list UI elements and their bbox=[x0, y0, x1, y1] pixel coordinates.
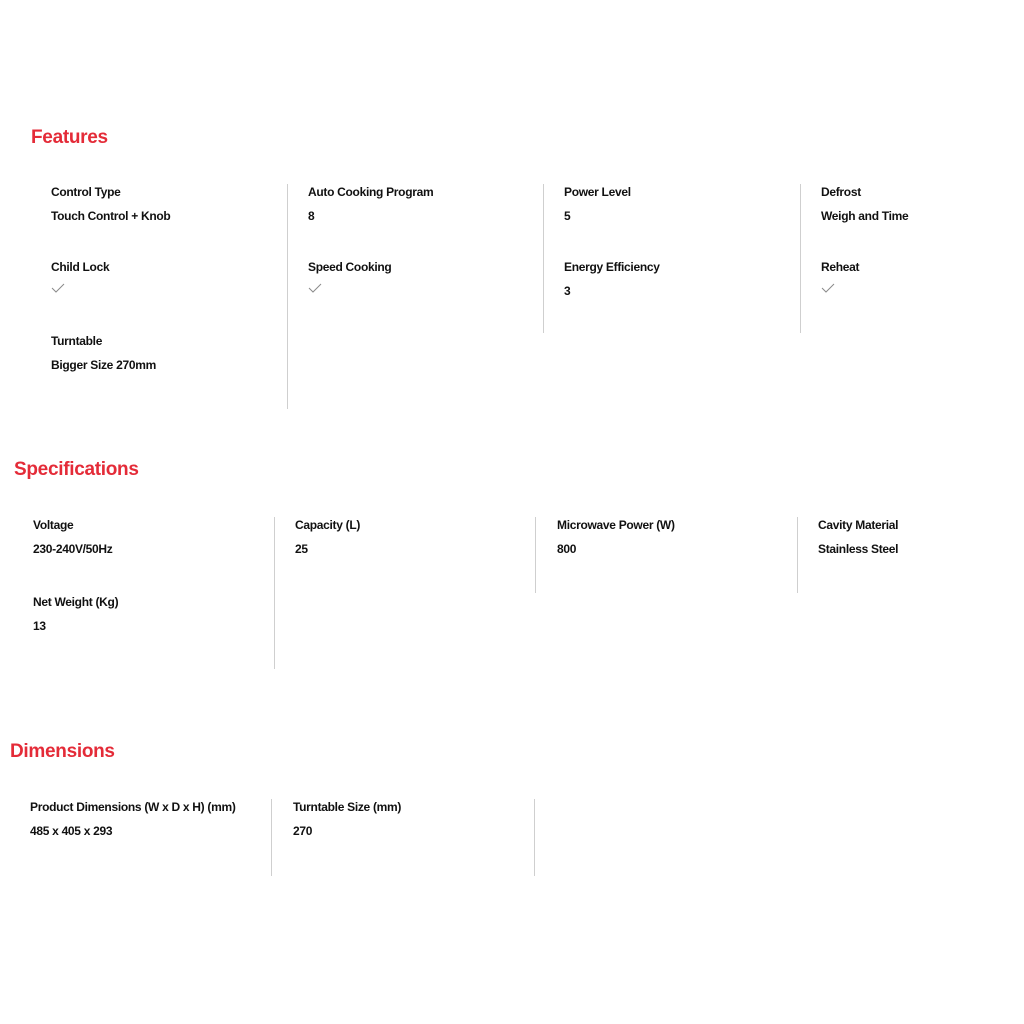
spec-label: Net Weight (Kg) bbox=[33, 595, 119, 609]
spec-label: Cavity Material bbox=[818, 518, 899, 532]
feature-child-lock bbox=[51, 260, 286, 294]
feature-label: Defrost bbox=[821, 185, 861, 199]
feature-value: 5 bbox=[564, 209, 571, 223]
check-icon bbox=[821, 282, 835, 294]
feature-control-type bbox=[51, 185, 286, 224]
check-icon bbox=[308, 282, 322, 294]
feature-value: Bigger Size 270mm bbox=[51, 358, 156, 372]
feature-reheat bbox=[821, 260, 1024, 294]
check-icon bbox=[51, 282, 65, 294]
dimensions-heading: Dimensions bbox=[10, 741, 115, 762]
divider bbox=[543, 184, 544, 333]
specifications-heading: Specifications bbox=[14, 459, 139, 480]
features-heading: Features bbox=[31, 127, 108, 148]
spec-cavity-material bbox=[818, 518, 1024, 557]
divider bbox=[800, 184, 801, 333]
feature-value: 8 bbox=[308, 209, 315, 223]
spec-voltage bbox=[33, 518, 268, 557]
divider bbox=[274, 517, 275, 669]
spec-value: 13 bbox=[33, 619, 46, 633]
feature-label: Child Lock bbox=[51, 260, 110, 274]
feature-label: Speed Cooking bbox=[308, 260, 392, 274]
feature-value: Touch Control + Knob bbox=[51, 209, 171, 223]
spec-microwave-power bbox=[557, 518, 792, 557]
spec-label: Capacity (L) bbox=[295, 518, 361, 532]
divider bbox=[535, 517, 536, 593]
spec-net-weight bbox=[33, 595, 268, 634]
dim-product-dimensions bbox=[30, 800, 265, 839]
feature-speed-cooking bbox=[308, 260, 543, 294]
feature-value: 3 bbox=[564, 284, 571, 298]
feature-label: Energy Efficiency bbox=[564, 260, 660, 274]
spec-capacity bbox=[295, 518, 530, 557]
dim-label: Turntable Size (mm) bbox=[293, 800, 402, 814]
feature-value: Weigh and Time bbox=[821, 209, 909, 223]
feature-label: Turntable bbox=[51, 334, 103, 348]
feature-label: Control Type bbox=[51, 185, 121, 199]
spec-value: Stainless Steel bbox=[818, 542, 899, 556]
spec-label: Microwave Power (W) bbox=[557, 518, 675, 532]
feature-label: Auto Cooking Program bbox=[308, 185, 434, 199]
feature-label: Power Level bbox=[564, 185, 631, 199]
spec-label: Voltage bbox=[33, 518, 74, 532]
dim-value: 485 x 405 x 293 bbox=[30, 824, 113, 838]
spec-value: 800 bbox=[557, 542, 577, 556]
feature-energy-efficiency bbox=[564, 260, 799, 299]
feature-power-level bbox=[564, 185, 799, 224]
dim-label: Product Dimensions (W x D x H) (mm) bbox=[30, 800, 236, 814]
feature-defrost bbox=[821, 185, 1024, 224]
dim-value: 270 bbox=[293, 824, 313, 838]
feature-label: Reheat bbox=[821, 260, 860, 274]
spec-value: 230-240V/50Hz bbox=[33, 542, 113, 556]
dim-turntable-size bbox=[293, 800, 528, 839]
feature-auto-cooking-program bbox=[308, 185, 543, 224]
divider bbox=[534, 799, 535, 876]
feature-turntable bbox=[51, 334, 286, 373]
spec-value: 25 bbox=[295, 542, 308, 556]
divider bbox=[797, 517, 798, 593]
divider bbox=[271, 799, 272, 876]
divider bbox=[287, 184, 288, 409]
